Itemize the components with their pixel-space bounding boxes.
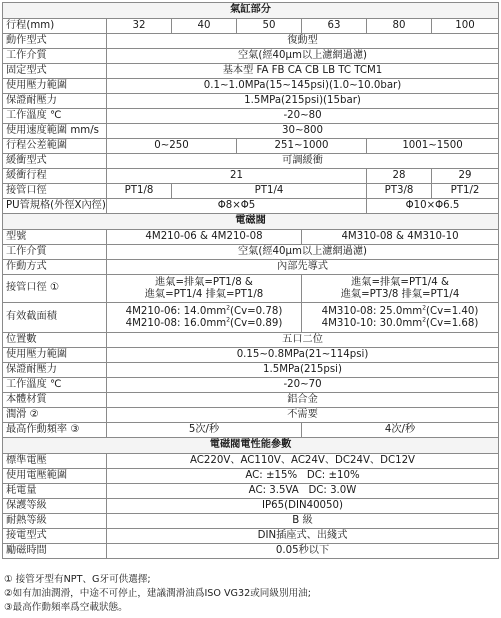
positions-value: 五口二位 bbox=[107, 333, 499, 348]
wiring-label: 接電型式 bbox=[3, 529, 107, 544]
mode-value: 內部先導式 bbox=[107, 260, 499, 275]
temp-label: 工作溫度 ℃ bbox=[3, 109, 107, 124]
bore-row bbox=[3, 19, 499, 34]
cyl-port-value: PT1/2 bbox=[432, 184, 499, 199]
speed-row bbox=[3, 124, 499, 139]
action-label: 動作型式 bbox=[3, 34, 107, 49]
cushion-stroke-value: 28 bbox=[367, 169, 432, 184]
cushion-type-value: 可調緩衝 bbox=[107, 154, 499, 169]
lube-label: 潤滑 ② bbox=[3, 408, 107, 423]
pressure-row bbox=[3, 79, 499, 94]
valve-port-row bbox=[3, 275, 499, 303]
range-value: AC: ±15% DC: ±10% bbox=[107, 469, 499, 484]
mode-row bbox=[3, 260, 499, 275]
area-line: 4M310-10: $30.0mm^2(Cv=1.68)$ bbox=[321, 316, 479, 329]
valve-proof-value: 1.5MPa(215psi) bbox=[107, 363, 499, 378]
valve-pressure-value: 0.15~0.8MPa(21~114psi) bbox=[107, 348, 499, 363]
material-value: 鋁合金 bbox=[107, 393, 499, 408]
wiring-value: DIN插座式、出綫式 bbox=[107, 529, 499, 544]
cyl-port-label: 接管口徑 bbox=[3, 184, 107, 199]
heat-label: 耐熱等級 bbox=[3, 514, 107, 529]
mounting-row bbox=[3, 64, 499, 79]
voltage-label: 標準電壓 bbox=[3, 454, 107, 469]
tolerance-label: 行程公差範圍 bbox=[3, 139, 107, 154]
temp-value: -20~80 bbox=[107, 109, 499, 124]
mounting-label: 固定型式 bbox=[3, 64, 107, 79]
excite-value: 0.05秒以下 bbox=[107, 544, 499, 559]
valve-pressure-row bbox=[3, 348, 499, 363]
valve-port-line: 進氣=PT1/4 排氣=PT1/8 bbox=[144, 288, 264, 300]
model-value: 4M310-08 & 4M310-10 bbox=[302, 230, 499, 245]
pu-label: PU管規格(外徑X內徑) bbox=[3, 199, 107, 214]
power-value: AC: 3.5VA DC: 3.0W bbox=[107, 484, 499, 499]
action-value: 復動型 bbox=[107, 34, 499, 49]
tolerance-value: 251~1000 bbox=[237, 139, 367, 154]
excite-label: 勵磁時間 bbox=[3, 544, 107, 559]
valve-temp-row bbox=[3, 378, 499, 393]
area-right bbox=[302, 303, 499, 333]
freq-value: 5次/秒 bbox=[107, 423, 302, 438]
electrical-title: 電磁閥電性能參數 bbox=[3, 438, 499, 454]
heat-value: B 級 bbox=[107, 514, 499, 529]
bore-value: 100 bbox=[432, 19, 499, 34]
medium-label: 工作介質 bbox=[3, 49, 107, 64]
positions-label: 位置數 bbox=[3, 333, 107, 348]
electrical-section-header bbox=[3, 438, 499, 454]
freq-value: 4次/秒 bbox=[302, 423, 499, 438]
model-value: 4M210-06 & 4M210-08 bbox=[107, 230, 302, 245]
medium-value: 空氣(經40μm以上濾網過濾) bbox=[107, 49, 499, 64]
area-label: 有效截面積 bbox=[3, 303, 107, 333]
material-row bbox=[3, 393, 499, 408]
range-row bbox=[3, 469, 499, 484]
area-left bbox=[107, 303, 302, 333]
cyl-port-value: PT1/8 bbox=[107, 184, 172, 199]
pu-row bbox=[3, 199, 499, 214]
speed-value: 30~800 bbox=[107, 124, 499, 139]
bore-value: 32 bbox=[107, 19, 172, 34]
valve-medium-label: 工作介質 bbox=[3, 245, 107, 260]
cushion-stroke-row bbox=[3, 169, 499, 184]
heat-row bbox=[3, 514, 499, 529]
valve-temp-value: -20~70 bbox=[107, 378, 499, 393]
power-label: 耗電量 bbox=[3, 484, 107, 499]
cushion-stroke-label: 緩衝行程 bbox=[3, 169, 107, 184]
tolerance-value: 1001~1500 bbox=[367, 139, 499, 154]
cushion-stroke-value: 21 bbox=[107, 169, 367, 184]
valve-medium-value: 空氣(經40μm以上濾網過濾) bbox=[107, 245, 499, 260]
valve-proof-label: 保證耐壓力 bbox=[3, 363, 107, 378]
proof-row bbox=[3, 94, 499, 109]
pu-value: Φ10×Φ6.5 bbox=[367, 199, 499, 214]
voltage-row bbox=[3, 454, 499, 469]
protection-label: 保護等級 bbox=[3, 499, 107, 514]
tolerance-value: 0~250 bbox=[107, 139, 237, 154]
freq-row bbox=[3, 423, 499, 438]
range-label: 使用電壓範圍 bbox=[3, 469, 107, 484]
valve-pressure-label: 使用壓力範圍 bbox=[3, 348, 107, 363]
cyl-port-value: PT3/8 bbox=[367, 184, 432, 199]
bore-value: 80 bbox=[367, 19, 432, 34]
cushion-type-label: 緩衝型式 bbox=[3, 154, 107, 169]
footnotes bbox=[4, 573, 498, 615]
lube-row bbox=[3, 408, 499, 423]
bore-value: 40 bbox=[172, 19, 237, 34]
action-row bbox=[3, 34, 499, 49]
voltage-value: AC220V、AC110V、AC24V、DC24V、DC12V bbox=[107, 454, 499, 469]
footnote: ① 接管牙型有NPT、G牙可供選擇; bbox=[4, 574, 151, 585]
lube-value: 不需要 bbox=[107, 408, 499, 423]
valve-title: 電磁閥 bbox=[3, 214, 499, 230]
area-line: 4M210-06: $14.0mm^2(Cv=0.78)$ bbox=[125, 304, 283, 318]
excite-row bbox=[3, 544, 499, 559]
freq-label: 最高作動頻率 ③ bbox=[3, 423, 107, 438]
pressure-label: 使用壓力範圍 bbox=[3, 79, 107, 94]
valve-proof-row bbox=[3, 363, 499, 378]
footnote: ②如有加油潤滑，中途不可停止，建議潤滑油爲ISO VG32或同級別用油; bbox=[4, 588, 311, 599]
proof-label: 保證耐壓力 bbox=[3, 94, 107, 109]
bore-value: 63 bbox=[302, 19, 367, 34]
footnote: ③最高作動頻率爲空載狀態。 bbox=[4, 602, 128, 613]
area-line: 4M210-08: $16.0mm^2(Cv=0.89)$ bbox=[125, 316, 283, 329]
bore-value: 50 bbox=[237, 19, 302, 34]
mounting-value: 基本型 FA FB CA CB LB TC TCM1 bbox=[107, 64, 499, 79]
temp-row bbox=[3, 109, 499, 124]
spec-table bbox=[2, 2, 499, 559]
cushion-type-row bbox=[3, 154, 499, 169]
cylinder-section-header bbox=[3, 3, 499, 19]
cylinder-title: 氣缸部分 bbox=[3, 3, 499, 19]
area-row bbox=[3, 303, 499, 333]
proof-value: 1.5MPa(215psi)(15bar) bbox=[107, 94, 499, 109]
valve-section-header bbox=[3, 214, 499, 230]
cushion-stroke-value: 29 bbox=[432, 169, 499, 184]
valve-port-right bbox=[302, 275, 499, 303]
pressure-value: 0.1~1.0MPa(15~145psi)(1.0~10.0bar) bbox=[107, 79, 499, 94]
model-label: 型號 bbox=[3, 230, 107, 245]
area-line: 4M310-08: $25.0mm^2(Cv=1.40)$ bbox=[321, 304, 479, 318]
valve-port-left bbox=[107, 275, 302, 303]
tolerance-row bbox=[3, 139, 499, 154]
cyl-port-row bbox=[3, 184, 499, 199]
wiring-row bbox=[3, 529, 499, 544]
protection-row bbox=[3, 499, 499, 514]
valve-port-line: 進氣=排氣=PT1/8 & bbox=[155, 277, 253, 289]
valve-port-line: 進氣=排氣=PT1/4 & bbox=[351, 277, 449, 289]
valve-temp-label: 工作溫度 ℃ bbox=[3, 378, 107, 393]
material-label: 本體材質 bbox=[3, 393, 107, 408]
medium-row bbox=[3, 49, 499, 64]
speed-label: 使用速度範圍 mm/s bbox=[3, 124, 107, 139]
valve-port-line: 進氣=PT3/8 排氣=PT1/4 bbox=[340, 288, 460, 300]
protection-value: IP65(DIN40050) bbox=[107, 499, 499, 514]
cyl-port-value: PT1/4 bbox=[172, 184, 367, 199]
valve-medium-row bbox=[3, 245, 499, 260]
model-row bbox=[3, 230, 499, 245]
pu-value: Φ8×Φ5 bbox=[107, 199, 367, 214]
positions-row bbox=[3, 333, 499, 348]
power-row bbox=[3, 484, 499, 499]
valve-port-label: 接管口徑 ① bbox=[3, 275, 107, 303]
bore-label: 行程(mm) bbox=[3, 19, 107, 34]
mode-label: 作動方式 bbox=[3, 260, 107, 275]
